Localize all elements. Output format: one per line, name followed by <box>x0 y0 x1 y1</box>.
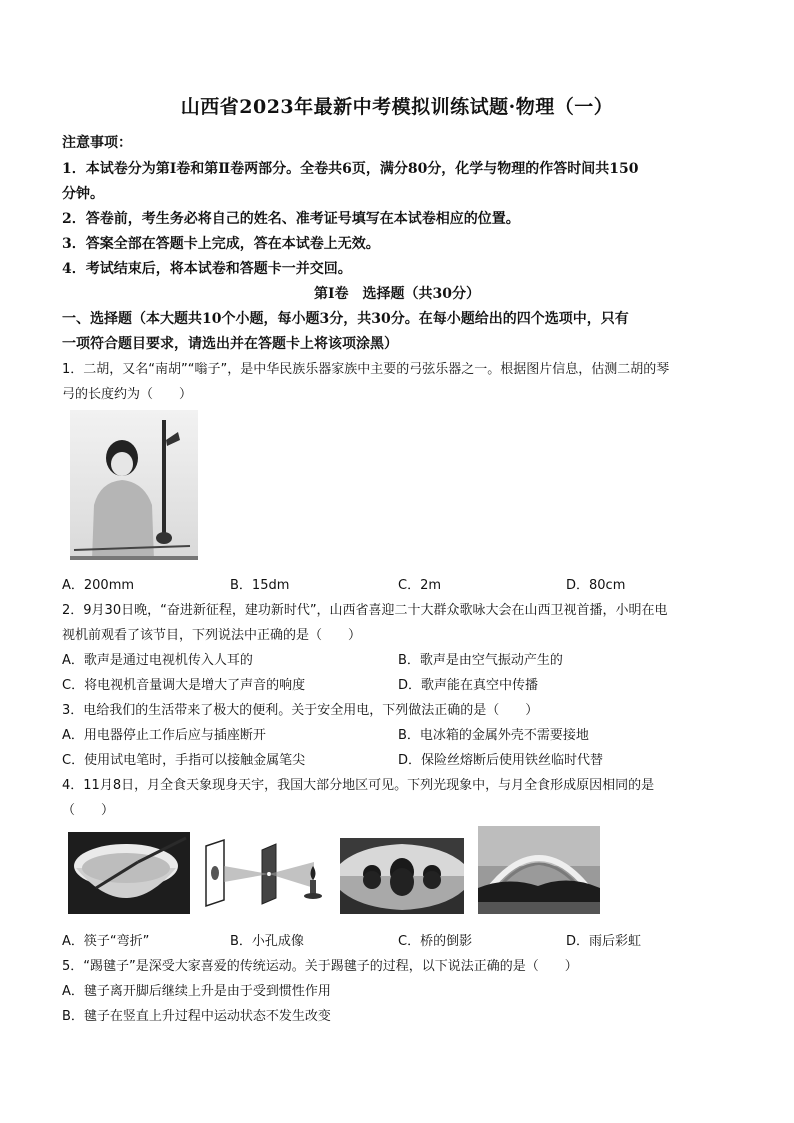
q1-stem: 1．二胡，又名“南胡”“嗡子”，是中华民族乐器家族中主要的弓弦乐器之一。根据图片信息，估测二胡的琴 <box>62 362 670 377</box>
section1-instructions-cont: 一项符合题目要求，请选出并在答题卡上将该项涂黑） <box>62 336 398 352</box>
notice-item-4: 4．考试结束后，将本试卷和答题卡一并交回。 <box>62 261 352 277</box>
q1-option-c[interactable]: C．2m <box>398 578 442 593</box>
q2-stem-cont: 视机前观看了该节目，下列说法中正确的是（ ） <box>62 628 362 643</box>
notice-item-1-cont: 分钟。 <box>62 186 104 202</box>
q3-option-c[interactable]: C．使用试电笔时，手指可以接触金属笔尖 <box>62 753 306 768</box>
q4-option-c[interactable]: C．桥的倒影 <box>398 934 473 949</box>
page-title: 山西省2023年最新中考模拟训练试题·物理（一） <box>180 96 614 118</box>
q2-option-c[interactable]: C．将电视机音量调大是增大了声音的响度 <box>62 678 306 693</box>
rainbow-photo <box>478 826 600 914</box>
q4-stem: 4．11月8日，月全食天象现身天宇，我国大部分地区可见。下列光现象中，与月全食形成原因相同的是 <box>62 778 655 793</box>
bridge-reflection-photo <box>340 838 464 914</box>
q4-option-d[interactable]: D．雨后彩虹 <box>566 934 642 949</box>
q3-option-b[interactable]: B．电冰箱的金属外壳不需要接地 <box>398 728 589 743</box>
q2-option-b[interactable]: B．歌声是由空气振动产生的 <box>398 653 563 668</box>
notice-heading: 注意事项： <box>62 135 132 151</box>
q1-option-b[interactable]: B．15dm <box>230 578 290 593</box>
notice-item-2: 2．答卷前，考生务必将自己的姓名、准考证号填写在本试卷相应的位置。 <box>62 211 520 227</box>
q1-option-d[interactable]: D．80cm <box>566 578 626 593</box>
pinhole-camera-diagram <box>202 836 324 910</box>
q4-stem-cont: （ ） <box>62 803 115 818</box>
notice-item-3: 3．答案全部在答题卡上完成，答在本试卷上无效。 <box>62 236 380 252</box>
q5-stem: 5．“踢毽子”是深受大家喜爱的传统运动。关于踢毽子的过程，以下说法正确的是（ ） <box>62 959 578 974</box>
q5-option-a[interactable]: A．毽子离开脚后继续上升是由于受到惯性作用 <box>62 984 331 999</box>
q3-option-d[interactable]: D．保险丝熔断后使用铁丝临时代替 <box>398 753 604 768</box>
q3-option-a[interactable]: A．用电器停止工作后应与插座断开 <box>62 728 266 743</box>
q1-stem-cont: 弓的长度约为（ ） <box>62 387 193 402</box>
q3-stem: 3．电给我们的生活带来了极大的便利。关于安全用电，下列做法正确的是（ ） <box>62 703 539 718</box>
chopstick-bowl-photo <box>68 832 190 914</box>
q1-option-a[interactable]: A．200mm <box>62 578 135 593</box>
q2-option-a[interactable]: A．歌声是通过电视机传入人耳的 <box>62 653 253 668</box>
notice-item-1: 1．本试卷分为第Ⅰ卷和第Ⅱ卷两部分。全卷共6页，满分80分，化学与物理的作答时间共150 <box>62 161 639 177</box>
q4-option-b[interactable]: B．小孔成像 <box>230 934 304 949</box>
part1-heading: 第Ⅰ卷 选择题（共30分） <box>313 286 481 302</box>
q2-option-d[interactable]: D．歌声能在真空中传播 <box>398 678 539 693</box>
q2-stem: 2．9月30日晚，“奋进新征程，建功新时代”，山西省喜迎二十大群众歌咏大会在山西卫视首播，小明在电 <box>62 603 668 618</box>
erhu-player-photo <box>70 410 198 560</box>
q4-option-a[interactable]: A．筷子“弯折” <box>62 934 150 949</box>
section1-instructions: 一、选择题（本大题共10个小题，每小题3分，共30分。在每小题给出的四个选项中，只有 <box>62 311 629 327</box>
q5-option-b[interactable]: B．毽子在竖直上升过程中运动状态不发生改变 <box>62 1009 331 1024</box>
